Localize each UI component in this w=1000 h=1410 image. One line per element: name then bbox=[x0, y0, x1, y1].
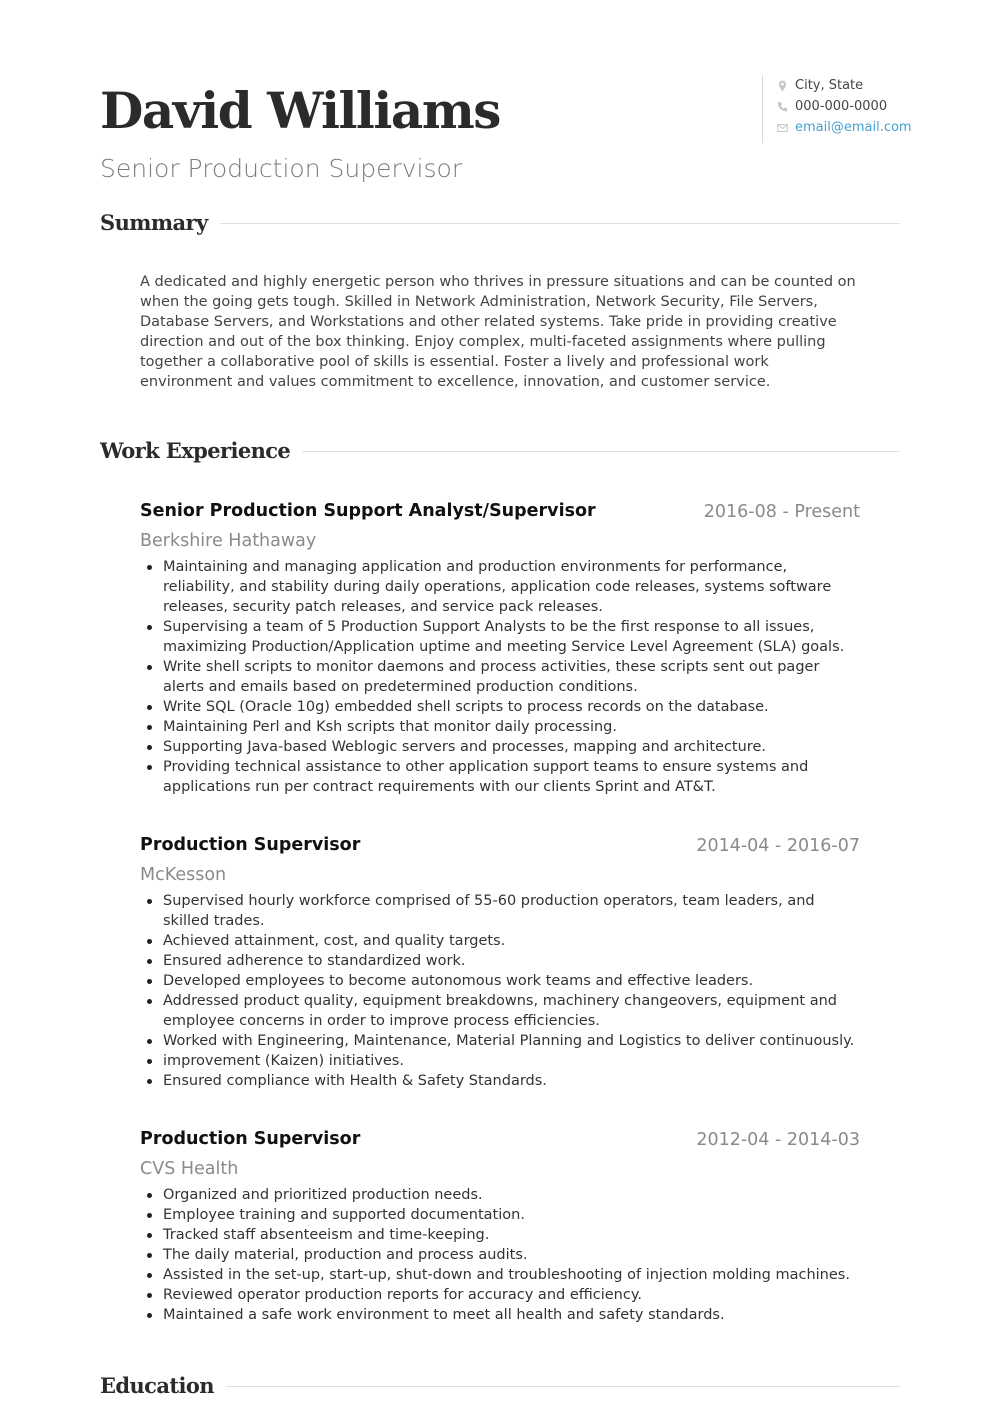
job-duties bbox=[140, 891, 860, 1091]
duty-item: Reviewed operator production reports for accuracy and efficiency. bbox=[163, 1285, 860, 1305]
location-text: City, State bbox=[795, 78, 864, 93]
job-company: McKesson bbox=[140, 865, 227, 885]
job-entry bbox=[140, 499, 860, 797]
summary-text: A dedicated and highly energetic person who thrives in pressure situations and can be counted on when the going gets tough. Skilled in Network Administration, Network Security, File Servers, Database Servers, and Workstations and other related systems. Take pride in providing creative direction and out of the box thinking. Enjoy complex, multi-faceted assignments where pulling together a collaborative pool of skills is essential. Foster a lively and professional work environment and values commitment to excellence, innovation, and customer service. bbox=[140, 274, 856, 390]
work-section-heading bbox=[100, 436, 900, 466]
contact-location bbox=[777, 75, 900, 96]
education-divider bbox=[226, 1386, 900, 1387]
duty-item: Ensured adherence to standardized work. bbox=[163, 951, 860, 971]
resume-header bbox=[100, 78, 912, 193]
job-duties bbox=[140, 557, 860, 797]
duty-item: Assisted in the set-up, start-up, shut-down and troubleshooting of injection molding machines. bbox=[163, 1265, 860, 1285]
phone-icon bbox=[777, 101, 788, 113]
contact-phone bbox=[777, 96, 900, 117]
duty-item: Employee training and supported documentation. bbox=[163, 1205, 860, 1225]
summary-heading: Summary bbox=[100, 210, 208, 235]
job-duties bbox=[140, 1185, 860, 1325]
email-link[interactable]: email@email.com bbox=[795, 120, 912, 135]
job-company: Berkshire Hathaway bbox=[140, 531, 317, 551]
candidate-title: Senior Production Supervisor bbox=[100, 154, 463, 183]
job-company: CVS Health bbox=[140, 1159, 239, 1179]
job-entry bbox=[140, 833, 860, 1091]
duty-item: The daily material, production and process audits. bbox=[163, 1245, 860, 1265]
duty-item: Addressed product quality, equipment breakdowns, machinery changeovers, equipment and employee concerns in order to improve process efficiencies. bbox=[163, 991, 860, 1031]
job-role: Production Supervisor bbox=[140, 1129, 361, 1149]
duty-item: Maintaining and managing application and production environments for performance, reliability, and stability during daily operations, application code releases, systems software releases, security patch releases, and service pack releases. bbox=[163, 557, 860, 617]
job-role: Senior Production Support Analyst/Supervisor bbox=[140, 501, 596, 521]
duty-item: Supervised hourly workforce comprised of 55-60 production operators, team leaders, and skilled trades. bbox=[163, 891, 860, 931]
job-dates: 2014-04 - 2016-07 bbox=[696, 836, 860, 856]
duty-item: Organized and prioritized production needs. bbox=[163, 1185, 860, 1205]
duty-item: Write SQL (Oracle 10g) embedded shell scripts to process records on the database. bbox=[163, 697, 860, 717]
duty-item: Supporting Java-based Weblogic servers and processes, mapping and architecture. bbox=[163, 737, 860, 757]
duty-item: Maintaining Perl and Ksh scripts that monitor daily processing. bbox=[163, 717, 860, 737]
duty-item: Tracked staff absenteeism and time-keeping. bbox=[163, 1225, 860, 1245]
envelope-icon bbox=[777, 122, 788, 134]
work-heading: Work Experience bbox=[100, 438, 291, 463]
duty-item: Worked with Engineering, Maintenance, Material Planning and Logistics to deliver continuously. bbox=[163, 1031, 860, 1051]
job-role: Production Supervisor bbox=[140, 835, 361, 855]
duty-item: Write shell scripts to monitor daemons and process activities, these scripts sent out pager alerts and emails based on predetermined production conditions. bbox=[163, 657, 860, 697]
education-section-heading bbox=[100, 1371, 900, 1401]
duty-item: Achieved attainment, cost, and quality targets. bbox=[163, 931, 860, 951]
summary-section-heading bbox=[100, 208, 900, 238]
job-entry bbox=[140, 1127, 860, 1325]
duty-item: improvement (Kaizen) initiatives. bbox=[163, 1051, 860, 1071]
duty-item: Ensured compliance with Health & Safety Standards. bbox=[163, 1071, 860, 1091]
candidate-name: David Williams bbox=[100, 81, 500, 140]
contact-block bbox=[762, 75, 912, 143]
duty-item: Supervising a team of 5 Production Support Analysts to be the first response to all issues, maximizing Production/Application uptime and meeting Service Level Agreement (SLA) goals. bbox=[163, 617, 860, 657]
contact-email[interactable] bbox=[777, 117, 912, 138]
phone-text: 000-000-0000 bbox=[795, 99, 888, 114]
work-divider bbox=[302, 451, 900, 452]
education-heading: Education bbox=[100, 1373, 214, 1398]
summary-divider bbox=[220, 223, 900, 224]
duty-item: Providing technical assistance to other application support teams to ensure systems and applications run per contract requirements with our clients Sprint and AT&T. bbox=[163, 757, 860, 797]
duty-item: Maintained a safe work environment to meet all health and safety standards. bbox=[163, 1305, 860, 1325]
job-dates: 2012-04 - 2014-03 bbox=[696, 1130, 860, 1150]
location-pin-icon bbox=[777, 80, 788, 92]
duty-item: Developed employees to become autonomous work teams and effective leaders. bbox=[163, 971, 860, 991]
job-dates: 2016-08 - Present bbox=[703, 502, 860, 522]
